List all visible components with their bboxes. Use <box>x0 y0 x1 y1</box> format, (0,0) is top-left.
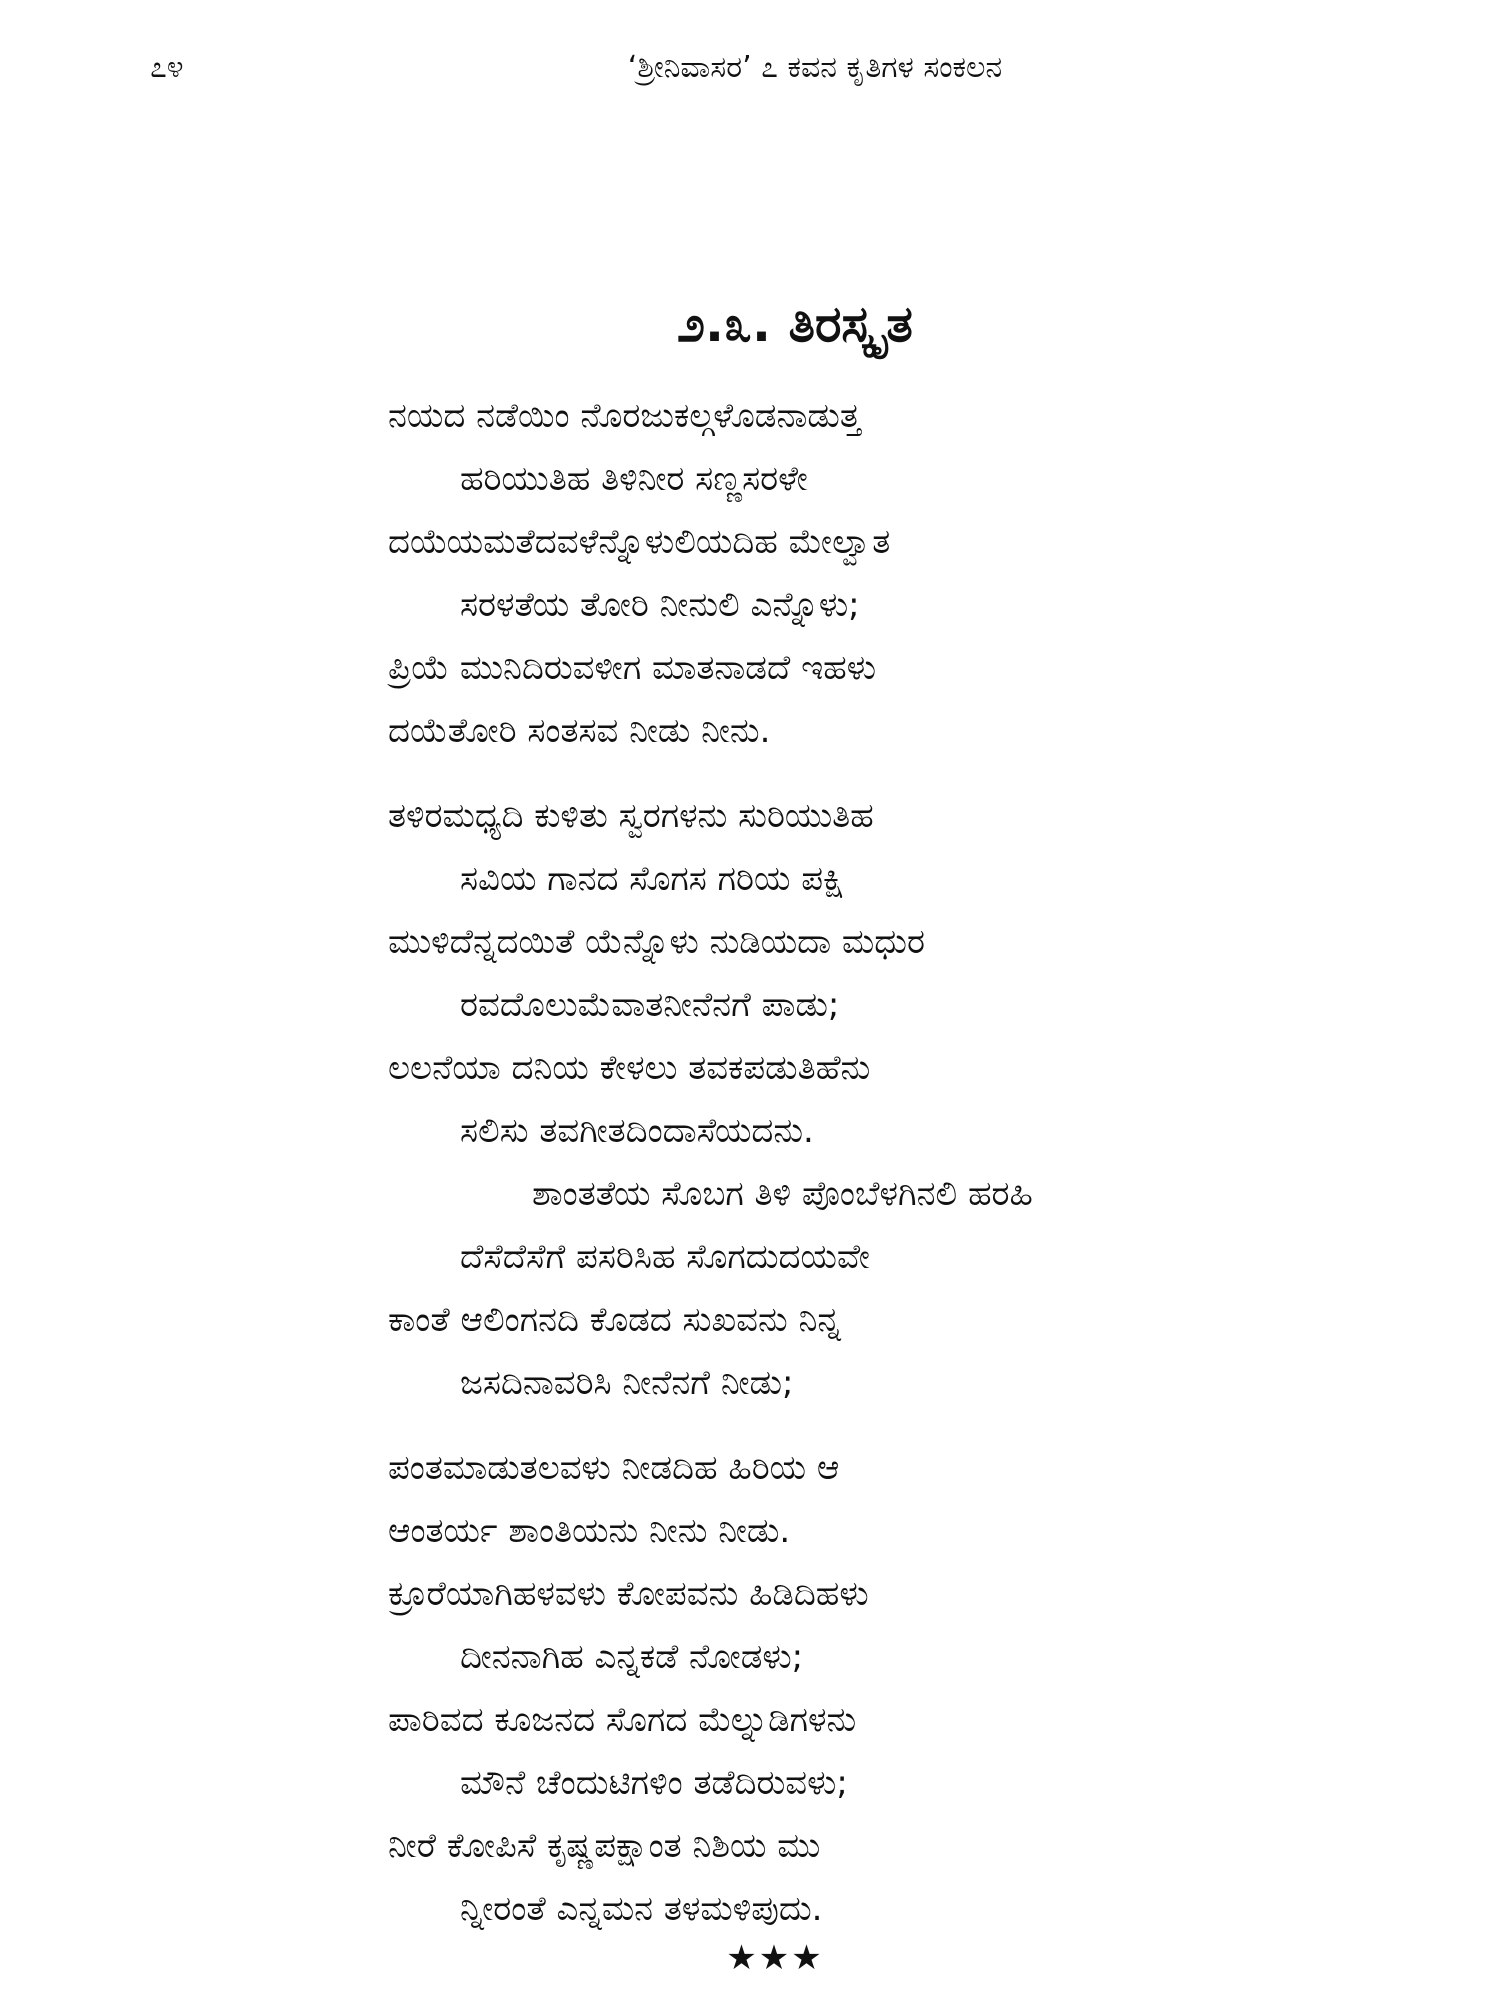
poem-line: ಪ್ರಿಯೆ ಮುನಿದಿರುವಳೀಗ ಮಾತನಾಡದೆ ಇಹಳು <box>388 648 877 688</box>
poem-line: ಸರಳತೆಯ ತೋರಿ ನೀನುಲಿ ಎನ್ನೊಳು; <box>460 585 860 625</box>
book-title: ‘ಶ್ರೀನಿವಾಸರ’ ೭ ಕವನ ಕೃತಿಗಳ ಸಂಕಲನ <box>627 50 1003 85</box>
poem-stanza <box>388 785 1448 1415</box>
poem-line: ಸಲಿಸು ತವಗೀತದಿಂದಾಸೆಯದನು. <box>460 1111 814 1151</box>
running-header <box>0 48 1500 98</box>
end-mark-stars: ★★★ <box>726 1938 824 1978</box>
page-number: ೭೪ <box>150 50 184 85</box>
poem-line: ಶಾಂತತೆಯ ಸೊಬಗ ತಿಳಿ ಪೊಂಬೆಳಗಿನಲಿ ಹರಹಿ <box>532 1174 1033 1214</box>
poem-line: ದೀನನಾಗಿಹ ಎನ್ನಕಡೆ ನೋಡಳು; <box>460 1637 804 1677</box>
poem-line: ಜಸದಿನಾವರಿಸಿ ನೀನೆನಗೆ ನೀಡು; <box>460 1363 794 1403</box>
poem-line: ಕಾಂತೆ ಆಲಿಂಗನದಿ ಕೊಡದ ಸುಖವನು ನಿನ್ನ <box>388 1300 841 1340</box>
poem-line: ನೀರೆ ಕೋಪಿಸೆ ಕೃಷ್ಣಪಕ್ಷಾಂತ ನಿಶಿಯ ಮು <box>388 1826 821 1866</box>
poem-line: ಸವಿಯ ಗಾನದ ಸೊಗಸ ಗರಿಯ ಪಕ್ಷಿ <box>460 859 845 899</box>
poem-line: ತಳಿರಮಧ್ಯದಿ ಕುಳಿತು ಸ್ವರಗಳನು ಸುರಿಯುತಿಹ <box>388 796 874 836</box>
poem-line: ನ್ನೀರಂತೆ ಎನ್ನಮನ ತಳಮಳಿಪುದು. <box>460 1889 823 1929</box>
poem-line: ದೆಸೆದೆಸೆಗೆ ಪಸರಿಸಿಹ ಸೊಗದುದಯವೇ <box>460 1237 870 1277</box>
poem-stanza <box>388 385 1448 763</box>
poem-title: ೨.೩. ತಿರಸ್ಕೃತ <box>677 295 913 353</box>
poem-line: ಪಾರಿವದ ಕೂಜನದ ಸೊಗದ ಮೆಲ್ನುಡಿಗಳನು <box>388 1700 857 1740</box>
poem-line: ಹರಿಯುತಿಹ ತಿಳಿನೀರ ಸಣ್ಣಸರಳೇ <box>460 459 808 499</box>
poem-stanza <box>388 1437 1448 1941</box>
poem-line: ಕ್ರೂರೆಯಾಗಿಹಳವಳು ಕೋಪವನು ಹಿಡಿದಿಹಳು <box>388 1574 869 1614</box>
poem-line: ಆಂತರ್ಯ ಶಾಂತಿಯನು ನೀನು ನೀಡು. <box>388 1511 791 1551</box>
poem-line: ದಯೆಯಮತೆದವಳೆನ್ನೊಳುಲಿಯದಿಹ ಮೇಲ್ವಾತ <box>388 522 891 562</box>
poem-line: ಲಲನೆಯಾ ದನಿಯ ಕೇಳಲು ತವಕಪಡುತಿಹೆನು <box>388 1048 871 1088</box>
poem-line: ನಯದ ನಡೆಯಿಂ ನೊರಜುಕಲ್ಗಳೊಡನಾಡುತ್ತ <box>388 396 861 436</box>
poem-line: ಪಂತಮಾಡುತಲವಳು ನೀಡದಿಹ ಹಿರಿಯ ಆ <box>388 1448 840 1488</box>
poem-line: ಮುಳಿದೆನ್ನದಯಿತೆ ಯೆನ್ನೊಳು ನುಡಿಯದಾ ಮಧುರ <box>388 922 925 962</box>
poem-body <box>388 385 1448 1963</box>
poem-line: ದಯೆತೋರಿ ಸಂತಸವ ನೀಡು ನೀನು. <box>388 711 771 751</box>
poem-line: ಮೌನೆ ಚೆಂದುಟಿಗಳಿಂ ತಡೆದಿರುವಳು; <box>460 1763 848 1803</box>
poem-line: ರವದೊಲುಮೆವಾತನೀನೆನಗೆ ಪಾಡು; <box>460 985 840 1025</box>
